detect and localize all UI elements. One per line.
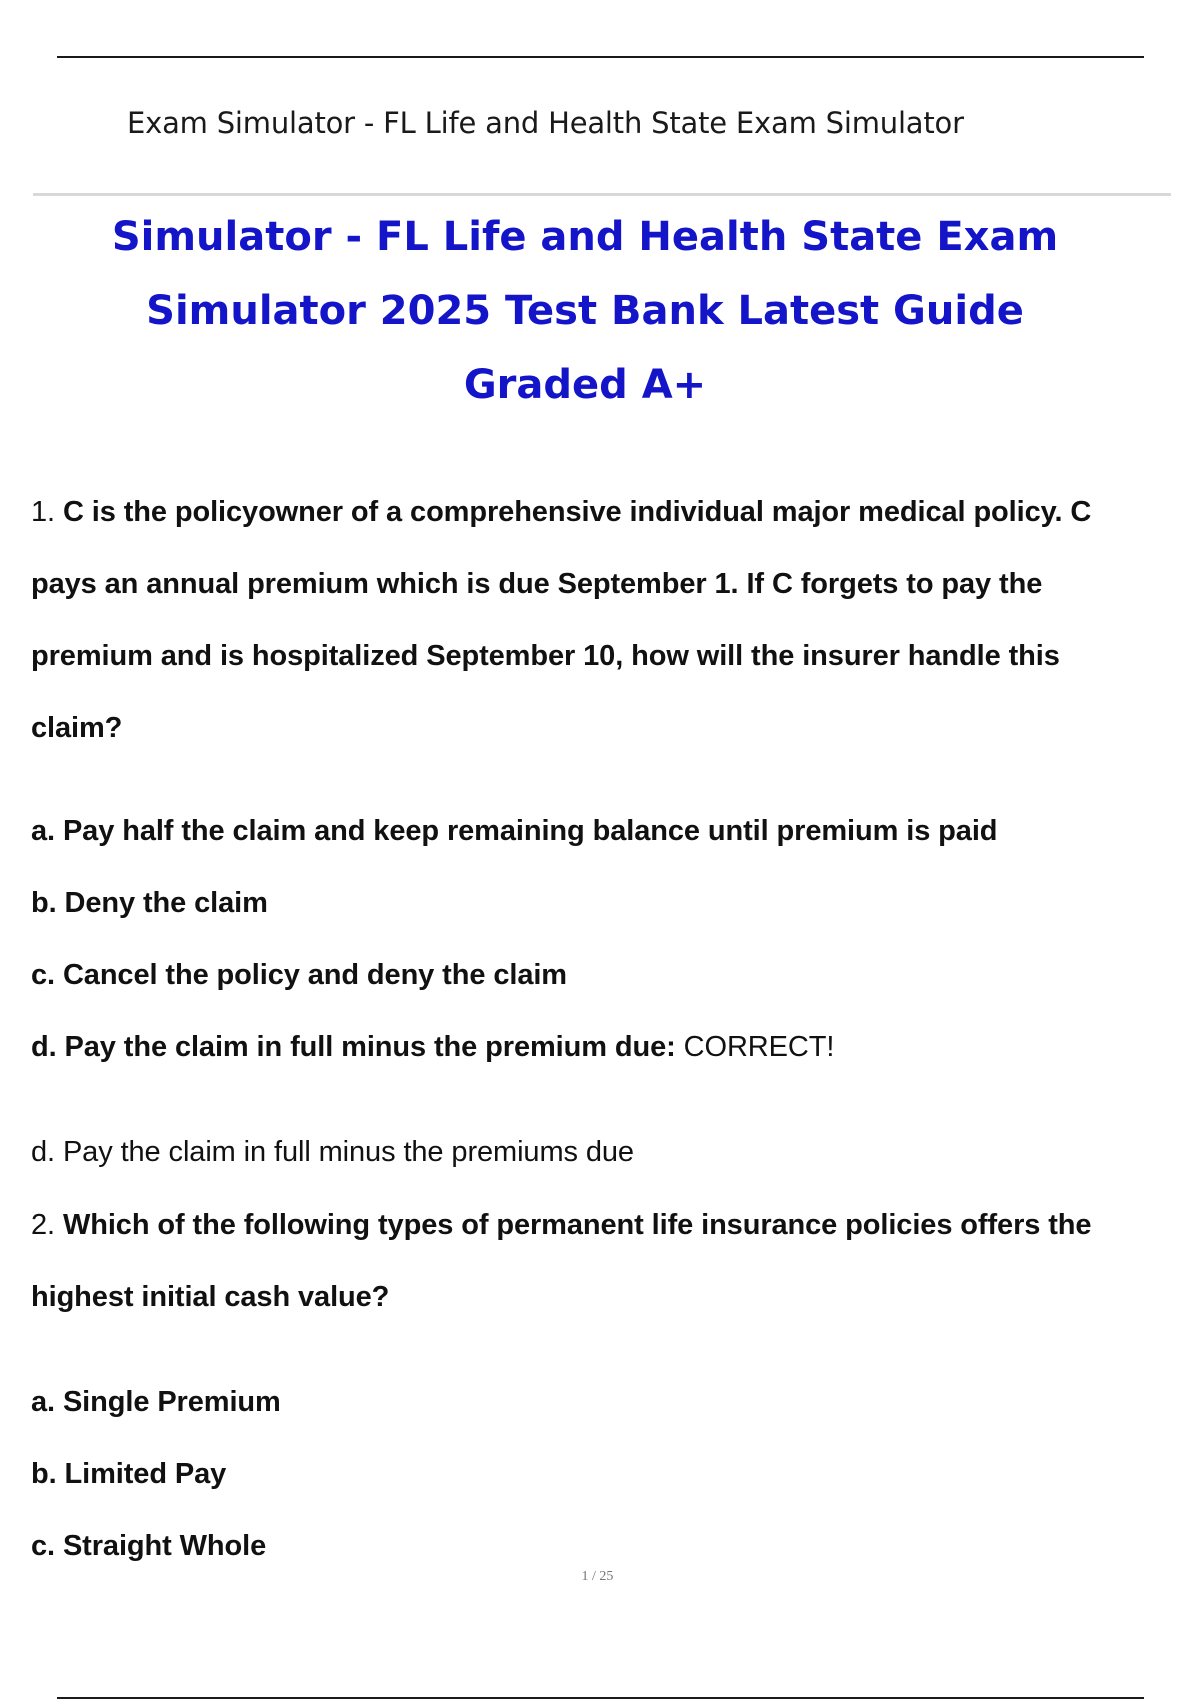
question-1-number: 1. bbox=[31, 496, 55, 528]
question-1-option-c: c. Cancel the policy and deny the claim bbox=[31, 959, 567, 991]
top-rule bbox=[57, 56, 1144, 58]
title-line-1: Simulator - FL Life and Health State Exam bbox=[111, 214, 1059, 260]
bottom-rule bbox=[57, 1697, 1144, 1699]
title-line-3: Graded A+ bbox=[463, 362, 707, 408]
question-2-option-b: b. Limited Pay bbox=[31, 1458, 227, 1490]
question-2-line-1 bbox=[31, 1209, 1091, 1242]
document-title bbox=[60, 200, 1110, 422]
question-2-line-2: highest initial cash value? bbox=[31, 1281, 390, 1313]
question-1-line-4: claim? bbox=[31, 712, 123, 744]
question-1-option-d bbox=[31, 1031, 834, 1064]
question-2-text-1: Which of the following types of permanent life insurance policies offers the bbox=[62, 1209, 1092, 1241]
page-indicator: 1 / 25 bbox=[581, 1569, 614, 1584]
question-1-line-3: premium and is hospitalized September 10, how will the insurer handle this bbox=[31, 640, 1060, 672]
question-1-option-d-text: d. Pay the claim in full minus the premium due: bbox=[31, 1031, 676, 1063]
title-line-2: Simulator 2025 Test Bank Latest Guide bbox=[146, 288, 1024, 334]
running-header: Exam Simulator - FL Life and Health State Exam Simulator bbox=[127, 106, 964, 140]
correct-marker: CORRECT! bbox=[683, 1031, 835, 1063]
question-2-option-c: c. Straight Whole bbox=[31, 1530, 267, 1562]
question-1-text-1: C is the policyowner of a comprehensive individual major medical policy. C bbox=[62, 496, 1092, 528]
question-1-line-2: pays an annual premium which is due September 1. If C forgets to pay the bbox=[31, 568, 1043, 600]
header-divider bbox=[33, 193, 1171, 196]
question-2-number: 2. bbox=[31, 1209, 55, 1241]
question-1-line-1 bbox=[31, 496, 1091, 529]
question-2-option-a: a. Single Premium bbox=[31, 1386, 281, 1418]
question-1-option-a: a. Pay half the claim and keep remaining balance until premium is paid bbox=[31, 815, 998, 847]
question-1-option-b: b. Deny the claim bbox=[31, 887, 268, 919]
question-1-answer: d. Pay the claim in full minus the premiums due bbox=[31, 1136, 634, 1168]
